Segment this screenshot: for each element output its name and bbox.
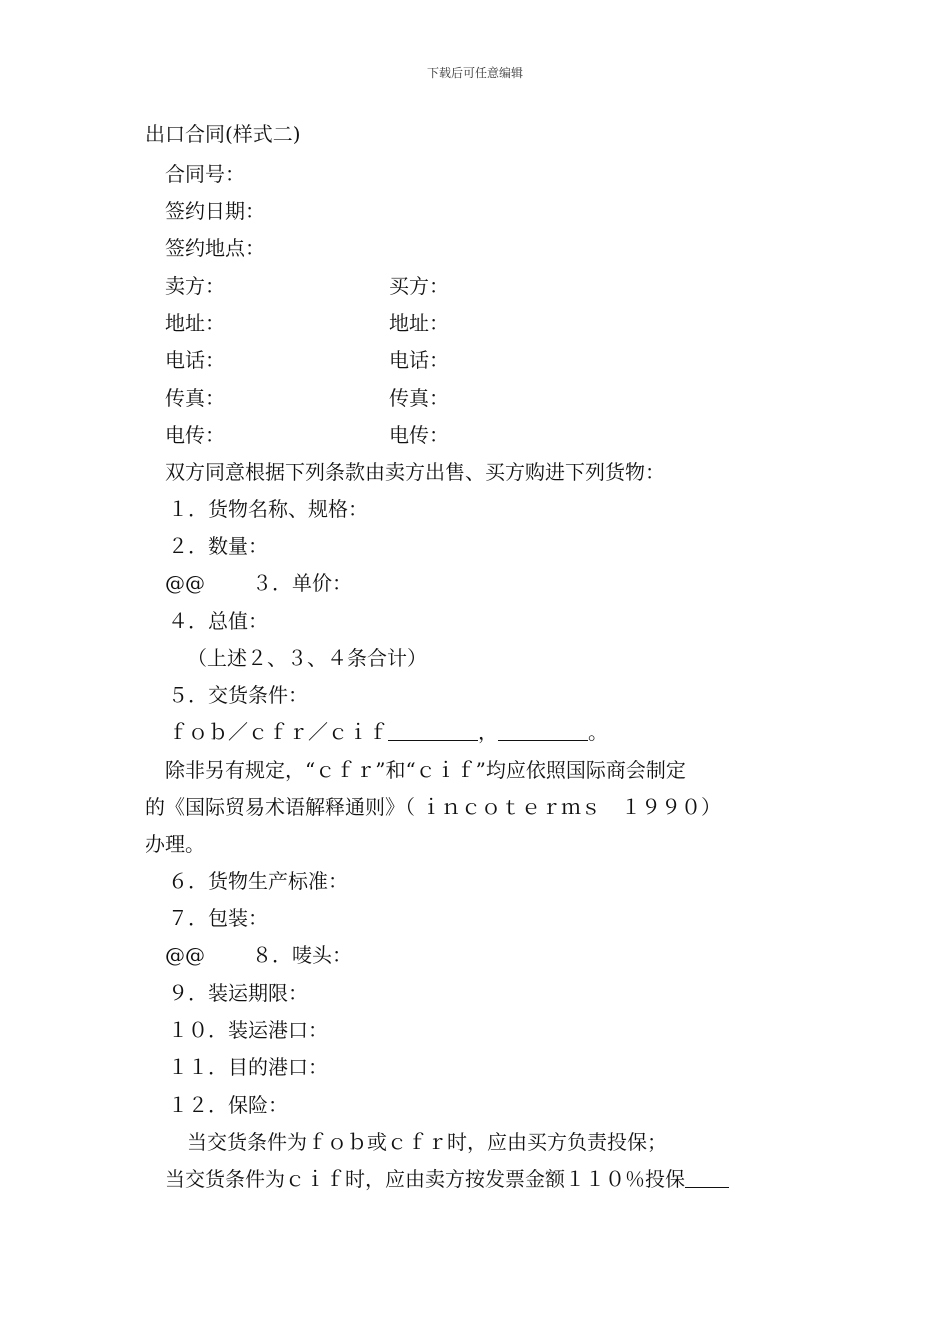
clause-line-2-b: ｉｎｃｏｔｅｒｍｓ １９９０） <box>421 795 721 819</box>
insurance-blank <box>685 1169 729 1188</box>
insurance-cif: 当交货条件为ｃｉｆ时，应由卖方按发票金额１１０％投保 <box>165 1167 685 1191</box>
seller-phone-label: 电话： <box>165 348 225 372</box>
sign-place-label: 签约地点： <box>165 236 265 260</box>
item-loading-port: １０．装运港口： <box>168 1018 328 1042</box>
buyer-label: 买方： <box>389 274 449 298</box>
seller-label: 卖方： <box>165 274 225 298</box>
item-total-note: （上述２、３、４条合计） <box>187 646 427 670</box>
delivery-terms-line <box>168 719 608 745</box>
delivery-end: 。 <box>588 720 608 744</box>
contract-number-label: 合同号： <box>165 162 245 186</box>
header-note: 下载后可任意编辑 <box>426 66 523 80</box>
insurance-cif-line <box>165 1166 729 1192</box>
buyer-phone-label: 电话： <box>389 348 449 372</box>
agreement-statement: 双方同意根据下列条款由卖方出售、买方购进下列货物： <box>165 460 665 484</box>
item-quantity: ２．数量： <box>168 534 268 558</box>
party-row-seller <box>165 273 225 299</box>
clause-line-2 <box>145 794 721 820</box>
buyer-address-label: 地址： <box>389 311 449 335</box>
clause-line-1: 除非另有规定，“ｃｆｒ”和“ｃｉｆ”均应依照国际商会制定 <box>165 758 686 782</box>
insurance-fob-cfr: 当交货条件为ｆｏｂ或ｃｆｒ时，应由买方负责投保； <box>187 1130 667 1154</box>
delivery-terms-text: ｆｏｂ／ｃｆｒ／ｃｉｆ <box>168 720 388 744</box>
item-packing: ７．包装： <box>168 906 268 930</box>
buyer-fax-label: 传真： <box>389 386 449 410</box>
item-production-standard: ６．货物生产标准： <box>168 869 348 893</box>
party-row-buyer <box>389 273 449 299</box>
delivery-separator: ， <box>478 720 498 744</box>
delivery-blank-2 <box>498 722 588 741</box>
item-insurance: １２．保险： <box>168 1093 288 1117</box>
clause-line-2-a: 的《国际贸易术语解释通则》（ <box>145 795 415 819</box>
item-shipment-period: ９．装运期限： <box>168 981 308 1005</box>
item-total-value: ４．总值： <box>168 609 268 633</box>
item-delivery-terms: ５．交货条件： <box>168 683 308 707</box>
item-destination-port: １１．目的港口： <box>168 1055 328 1079</box>
item-marks: ８．唛头： <box>252 943 352 967</box>
item-unit-price: ３．单价： <box>252 571 352 595</box>
item-marks-prefix: @@ <box>165 943 205 967</box>
delivery-blank-1 <box>388 722 478 741</box>
contract-title: 出口合同(样式二) <box>145 122 301 146</box>
buyer-telex-label: 电传： <box>389 423 449 447</box>
seller-telex-label: 电传： <box>165 423 225 447</box>
clause-line-3: 办理。 <box>145 832 205 856</box>
sign-date-label: 签约日期： <box>165 199 265 223</box>
item-goods-name: １．货物名称、规格： <box>168 497 368 521</box>
seller-fax-label: 传真： <box>165 386 225 410</box>
seller-address-label: 地址： <box>165 311 225 335</box>
item-unit-price-prefix: @@ <box>165 571 205 595</box>
